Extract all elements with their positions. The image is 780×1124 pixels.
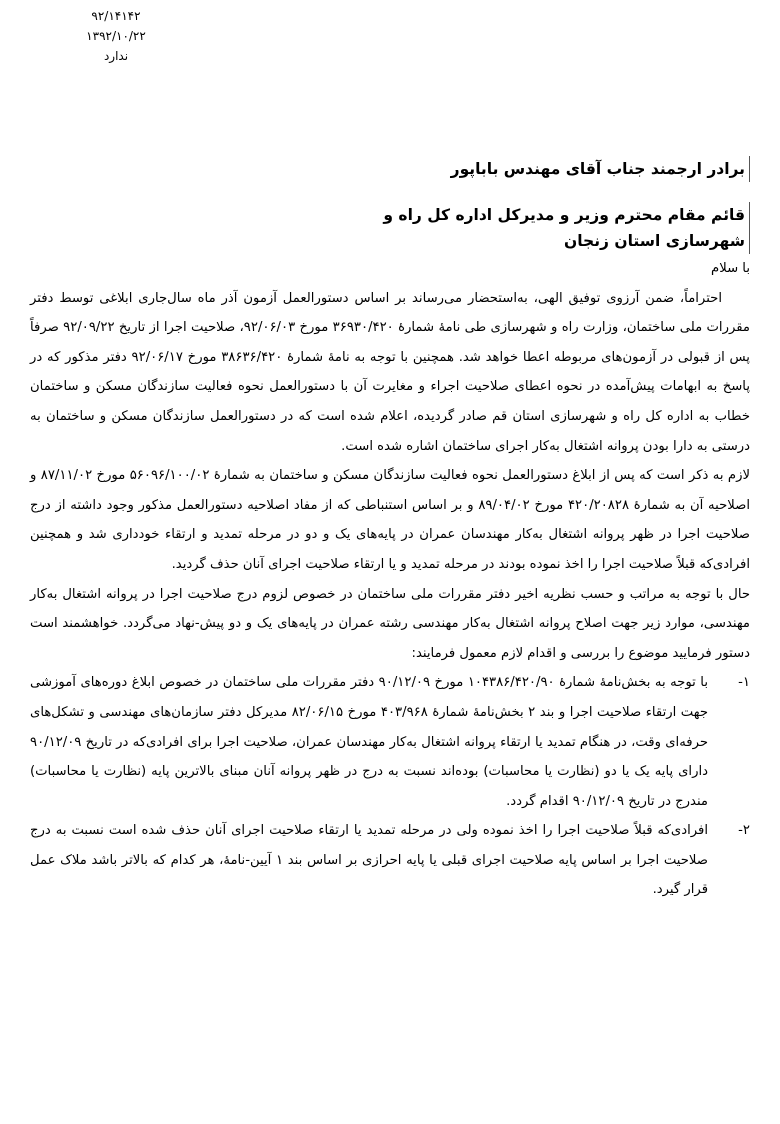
letter-number: ۹۲/۱۴۱۴۲ (91, 9, 141, 23)
recipient-line-2: قائم مقام محترم وزیر و مدیرکل اداره کل راه و شهرسازی استان زنجان (300, 202, 750, 254)
list-item (30, 668, 750, 816)
list-item-text: با توجه به بخش‌نامهٔ شمارهٔ ۱۰۴۳۸۶/۴۲۰/۹۰ مورخ ۹۰/۱۲/۰۹ دفتر مقررات ملی ساختمان در خصوص ابلاغ دوره‌های آموزشی جهت ارتقاء صلاحیت اجرا و بند ۲ بخش‌نامهٔ شمارهٔ ۴۰۳/۹۶۸ مورخ ۸۲/۰۶/۱۵ مدیرکل دفتر سازمان‌های مهندسی و تشکل‌های حرفه‌ای وقت، در هنگام تمدید یا ارتقاء پروانه اشتغال به‌کار مهندسان عمران، صلاحیت اجرا برای افرادی‌که در تاریخ ۹۰/۱۲/۰۹ دارای پایه یک یا دو (نظارت یا محاسبات) بوده‌اند نسبت به درج در ظهر پروانه آنان مبنای بالاترین پایه (نظارت یا محاسبات) مندرج در تاریخ ۹۰/۱۲/۰۹ اقدام گردد. (30, 675, 708, 809)
paragraph-2: لازم به ذکر است که پس از ابلاغ دستورالعمل نحوه فعالیت سازندگان مسکن و ساختمان به شمارهٔ ۵۶۰۹۶/۱۰۰/۰۲ مورخ ۸۷/۱۱/۰۲ و اصلاحیه آن به شمارهٔ ۴۲۰/۲۰۸۲۸ مورخ ۸۹/۰۴/۰۲ و بر اساس استنباطی که از مفاد اصلاحیه دستورالعمل مذکور وجود داشته از درج صلاحیت اجرا در ظهر پروانه اشتغال به‌کار مهندسان عمران در پایه‌های یک و دو در مرحله تمدید و ارتقاء خودداری شد و همچنین افرادی‌که قبلاً صلاحیت اجرا را اخذ نموده بودند در مرحله تمدید و یا ارتقاء صلاحیت اجرای آنان حذف گردید. (30, 468, 750, 572)
greeting: با سلام (711, 261, 750, 276)
paragraph-1: احتراماً، ضمن آرزوی توفیق الهی، به‌استحضار می‌رساند بر اساس دستورالعمل آزمون آذر ماه سال‌جاری ابلاغی توسط دفتر مقررات ملی ساختمان، وزارت راه و شهرسازی طی نامهٔ شمارهٔ ۳۶۹۳۰/۴۲۰ مورخ ۹۲/۰۶/۰۳، صلاحیت اجرا از تاریخ ۹۲/۰۹/۲۲ صرفاً پس از قبولی در آزمون‌های مربوطه اعطا خواهد شد. همچنین با توجه به نامهٔ شمارهٔ ۳۸۶۳۶/۴۲۰ مورخ ۹۲/۰۶/۱۷ دفتر مذکور که در پاسخ به ابهامات پیش‌آمده در نحوه اعطای صلاحیت اجراء و مغایرت آن با دستورالعمل نحوه فعالیت سازندگان مسکن و ساختمان خطاب به اداره کل راه و شهرسازی استان قم صادر گردیده، اعلام شده است که در دستورالعمل سازندگان مسکن و ساختمان به درستی به دارا بودن پروانه اشتغال به‌کار اجرای ساختمان اشاره شده است. (30, 290, 750, 454)
letter-attachment: ندارد (103, 49, 129, 63)
letter-date: ۱۳۹۲/۱۰/۲۲ (86, 29, 146, 43)
list-item-text: افرادی‌که قبلاً صلاحیت اجرا را اخذ نموده ولی در مرحله تمدید یا ارتقاء صلاحیت اجرای آنان حذف شده است نسبت به درج صلاحیت اجرا بر اساس پایه صلاحیت اجرای قبلی یا پایه احرازی بر اساس بند ۱ آیین-نامهٔ، هر کدام که بالاتر باشد ملاک عمل قرار گیرد. (30, 823, 709, 898)
letter-body (30, 254, 750, 905)
list-item-number: ۲- (738, 823, 750, 839)
reference-block (66, 6, 166, 66)
list-item-number: ۱- (738, 675, 750, 691)
paragraph-3: حال با توجه به مراتب و حسب نظریه اخیر دفتر مقررات ملی ساختمان در خصوص لزوم درج صلاحیت اجرا در پروانه اشتغال به‌کار مهندسی، موارد زیر جهت اصلاح پروانه اشتغال به‌کار مهندسی رشته عمران در پایه‌های یک و دو پیش-نهاد می‌گردد. خواهشمند است دستور فرمایید موضوع را بررسی و اقدام لازم معمول فرمایند: (30, 586, 750, 661)
list-item (30, 816, 750, 905)
recipient-line-1: برادر ارجمند جناب آقای مهندس باباپور (270, 156, 750, 182)
numbered-list (30, 668, 750, 905)
